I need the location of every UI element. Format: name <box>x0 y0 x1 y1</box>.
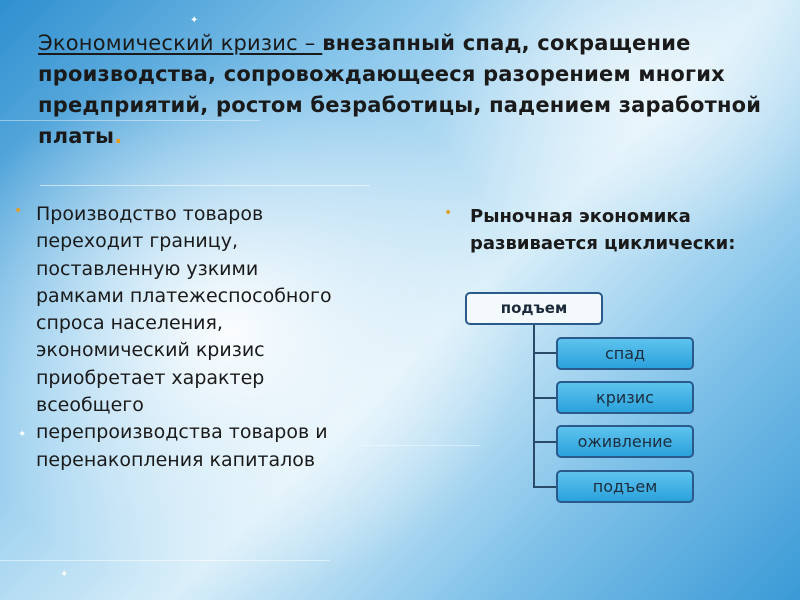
left-bullet-text: Производство товаров переходит границу, поставленную узкими рамками платежеспособного спроса населения, экономический кризис приобретает характер всеобщего перепроизводства товаров и перенакопления капиталов <box>36 203 332 471</box>
diagram-child-box: кризис <box>556 381 694 414</box>
title-term: Экономический кризис – <box>38 31 323 55</box>
diagram-connector <box>533 325 535 488</box>
diagram-connector <box>533 397 556 399</box>
decor-line <box>360 445 480 446</box>
diagram-root-box: подъем <box>465 292 603 325</box>
diagram-connector <box>533 352 556 354</box>
diagram-child-box: спад <box>556 337 694 370</box>
decor-line <box>40 185 370 186</box>
title-definition: внезапный спад, сокращение производства, сопровождающееся разорением многих предприятий, ростом безработицы, падением заработной платы <box>38 31 762 148</box>
diagram-connector <box>533 486 556 488</box>
title-end-mark: . <box>114 124 123 148</box>
decor-line <box>0 560 330 561</box>
sparkle-icon: ✦ <box>18 429 27 440</box>
diagram-child-box: подъем <box>556 470 694 503</box>
diagram-child-box: оживление <box>556 425 694 458</box>
slide-title <box>38 28 778 152</box>
right-bullet-heading: Рыночная экономика развивается циклически: <box>470 206 736 254</box>
sparkle-icon: ✦ <box>60 569 69 580</box>
diagram-connector <box>533 441 556 443</box>
bullet-icon: • <box>14 203 23 219</box>
bullet-icon: • <box>444 205 453 221</box>
sparkle-icon: ✦ <box>190 15 199 26</box>
